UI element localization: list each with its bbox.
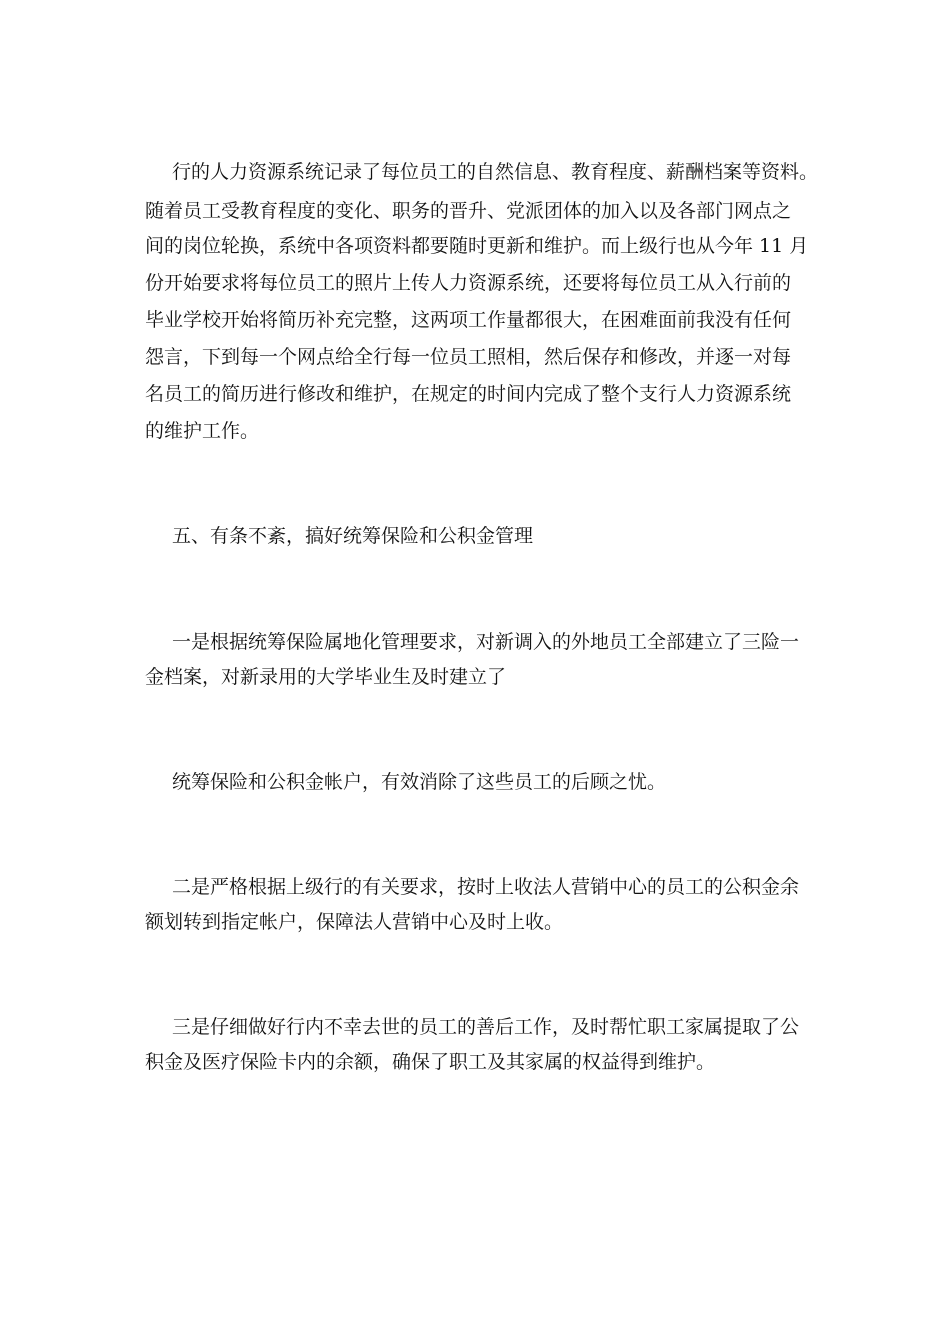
paragraph-line: 一是根据统筹保险属地化管理要求，对新调入的外地员工全部建立了三险一 <box>172 631 800 653</box>
paragraph-line: 三是仔细做好行内不幸去世的员工的善后工作，及时帮忙职工家属提取了公 <box>172 1016 800 1038</box>
paragraph-line: 行的人力资源系统记录了每位员工的自然信息、教育程度、薪酬档案等资料。 <box>172 161 819 183</box>
paragraph-line: 统筹保险和公积金帐户，有效消除了这些员工的后顾之忧。 <box>172 771 667 793</box>
paragraph-line: 份开始要求将每位员工的照片上传人力资源系统，还要将每位员工从入行前的 <box>145 272 792 294</box>
paragraph-line: 名员工的简历进行修改和维护，在规定的时间内完成了整个支行人力资源系统 <box>145 383 792 405</box>
paragraph-line: 的维护工作。 <box>145 420 260 442</box>
paragraph-line: 随着员工受教育程度的变化、职务的晋升、党派团体的加入以及各部门网点之 <box>145 200 792 222</box>
paragraph-line: 金档案，对新录用的大学毕业生及时建立了 <box>145 666 507 688</box>
paragraph-line: 额划转到指定帐户，保障法人营销中心及时上收。 <box>145 911 564 933</box>
paragraph-line: 积金及医疗保险卡内的余额，确保了职工及其家属的权益得到维护。 <box>145 1051 716 1073</box>
section-heading: 五、有条不紊，搞好统筹保险和公积金管理 <box>172 525 534 547</box>
paragraph-line: 毕业学校开始将简历补充完整，这两项工作量都很大，在困难面前我没有任何 <box>145 309 792 331</box>
paragraph-line: 间的岗位轮换，系统中各项资料都要随时更新和维护。而上级行也从今年 11 月 <box>145 235 809 257</box>
paragraph-line: 二是严格根据上级行的有关要求，按时上收法人营销中心的员工的公积金余 <box>172 876 800 898</box>
paragraph-line: 怨言，下到每一个网点给全行每一位员工照相，然后保存和修改，并逐一对每 <box>145 346 792 368</box>
